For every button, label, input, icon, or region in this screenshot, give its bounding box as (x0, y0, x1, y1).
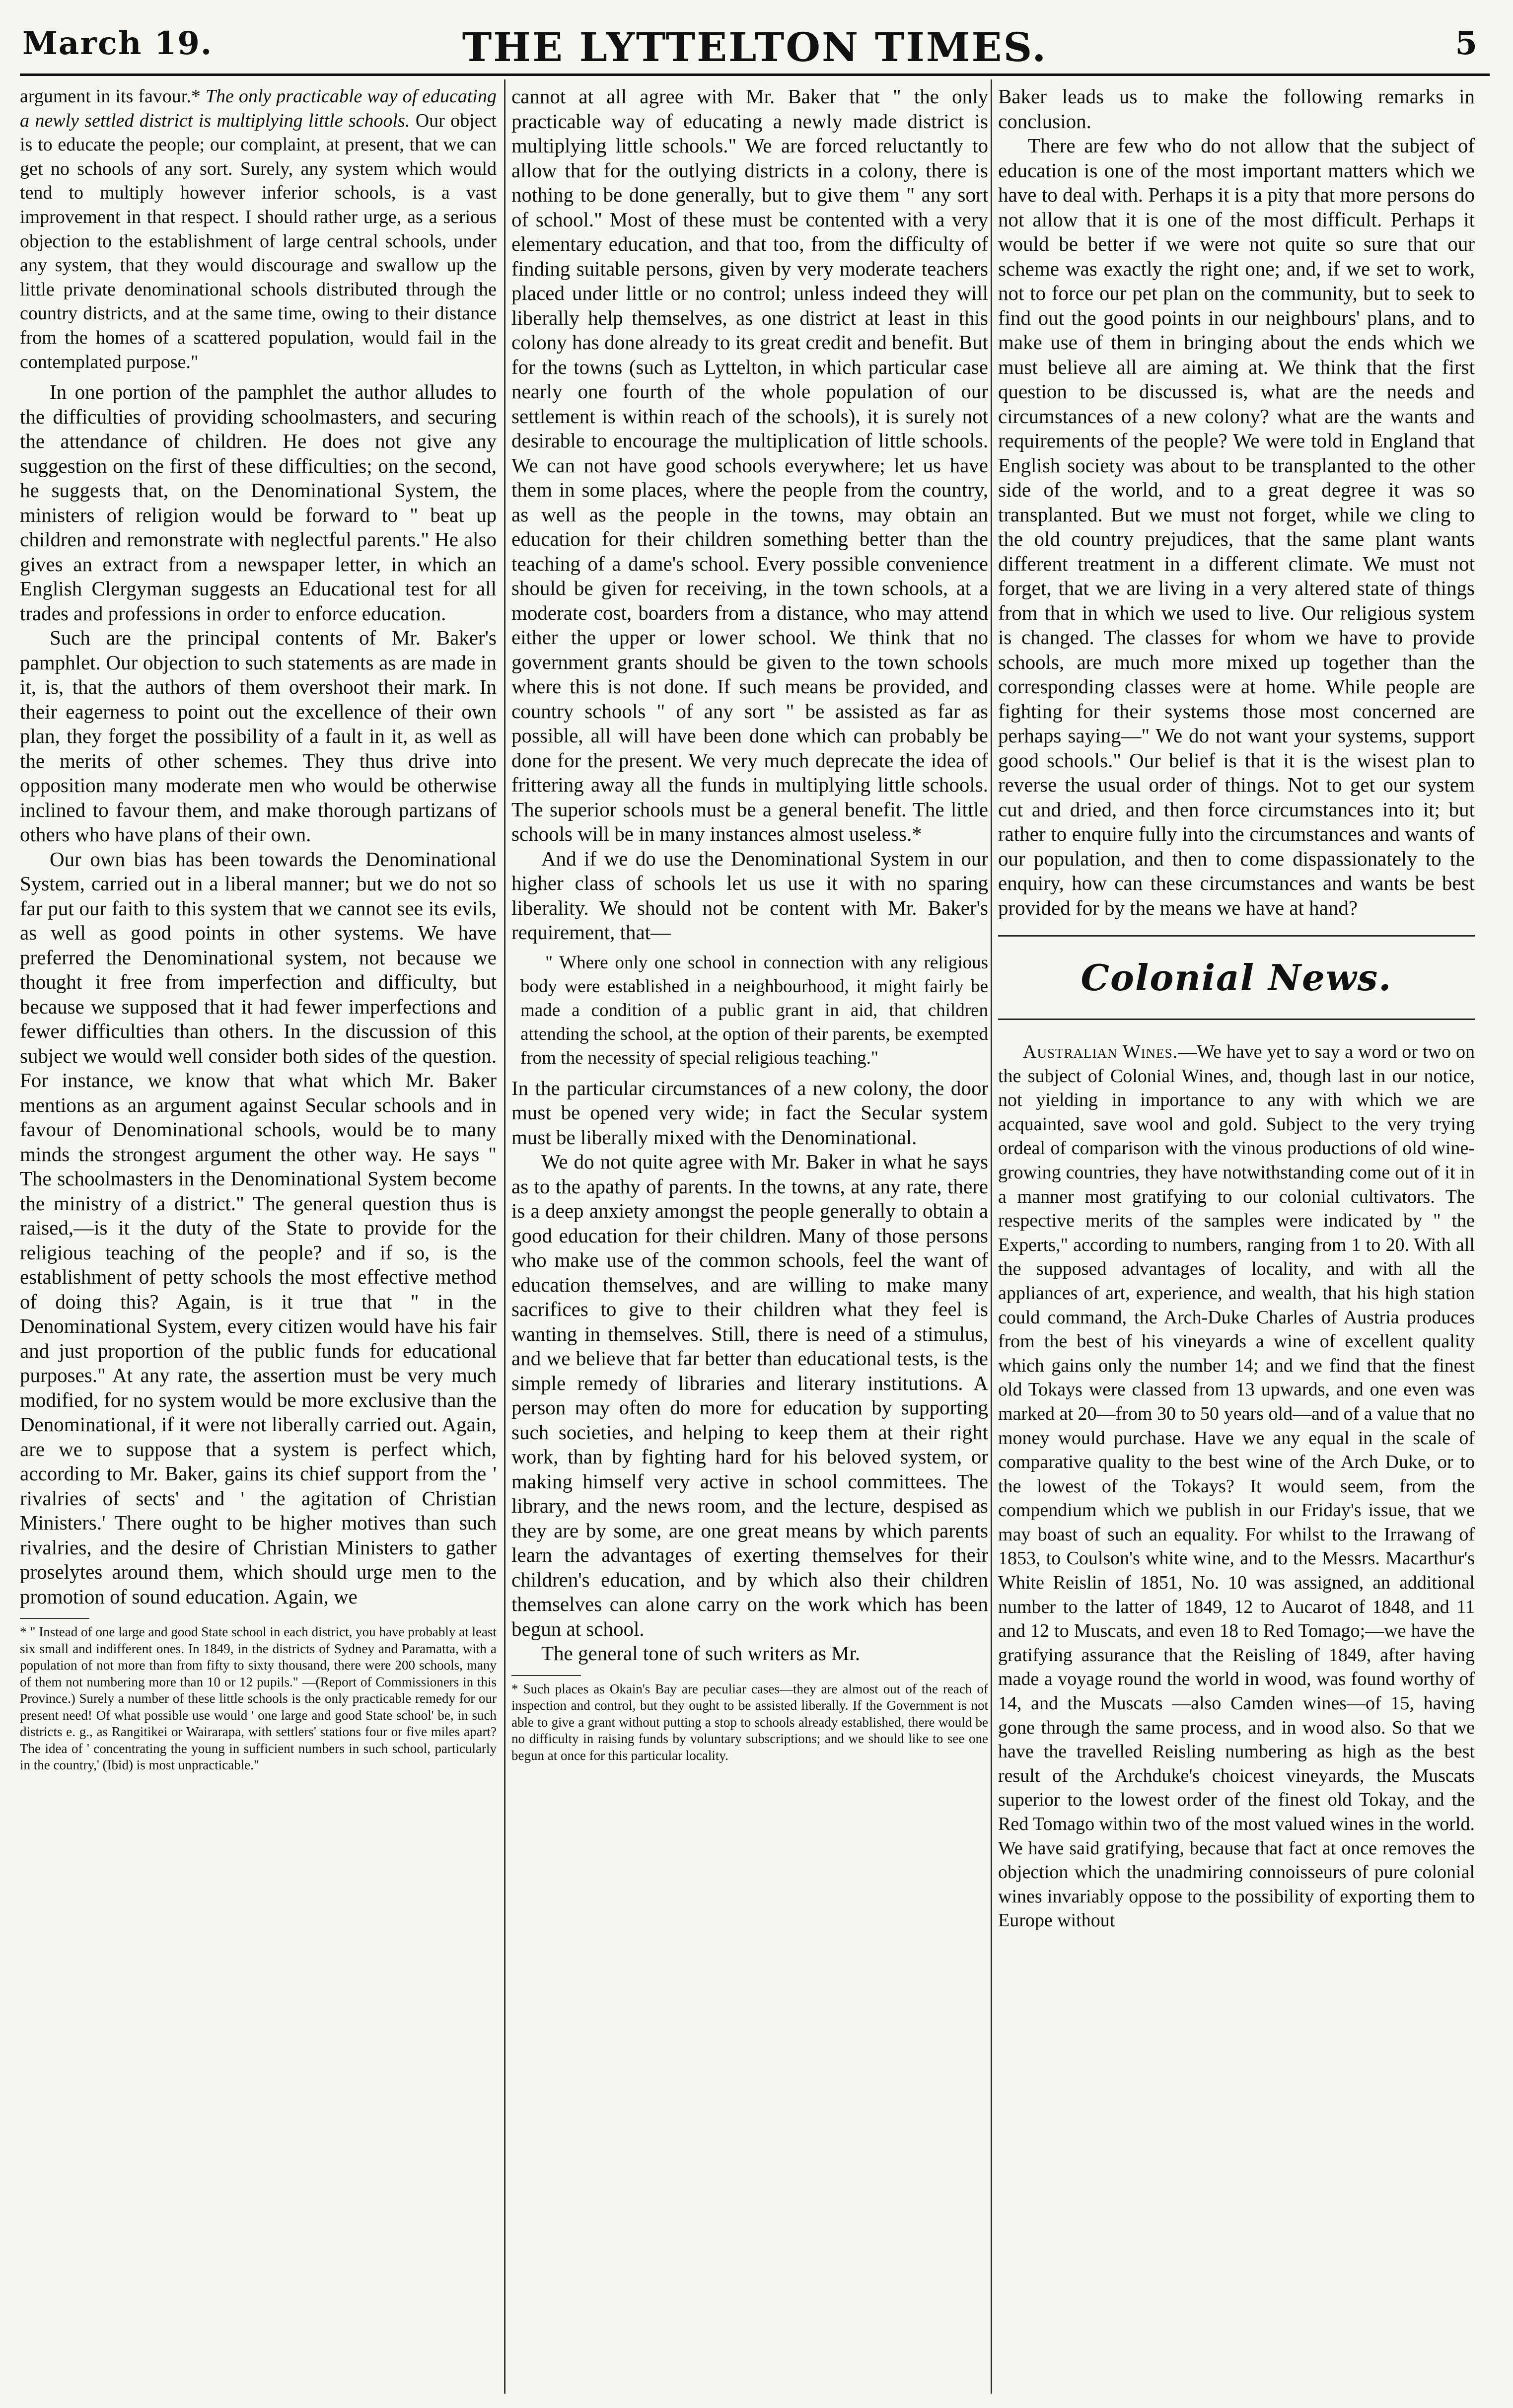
issue-date: March 19. (22, 25, 213, 62)
newspaper-title: THE LYTTELTON TIMES. (462, 24, 1048, 71)
news-item (998, 1040, 1475, 1933)
paragraph: We do not quite agree with Mr. Baker in what he says as to the apathy of parents. In the towns, at any rate, there is a deep anxiety amongst the people generally to obtain a good education for their children. Many of those persons who make use of the common schools, feel the want of education themselves, and are willing to make many sacrifices to give to their children what they feel is wanting in themselves. Still, there is need of a stimulus, and we believe that far better than educational tests, is the simple remedy of libraries and literary institutions. A person may often do more for education by supporting such societies, and helping to keep them at their right work, than by fighting hard for his beloved system, or making himself very active in school committees. The library, and the news room, and the lecture, despised as they are by some, are one great means by which parents learn the advantages of exerting themselves for their children's education, and by which also their children themselves can alone carry on the work which has been begun at school. (511, 1150, 988, 1640)
paragraph: In one portion of the pamphlet the author alludes to the difficulties of providing schoolmasters, and securing the attendance of children. He does not give any suggestion on the first of these difficulties; on the second, he suggests that, on the Denominational System, the ministers of religion would be forward to " beat up children and remonstrate with neglectful parents." He also gives an extract from a newspaper letter, in which an English Clergyman suggests an Educational test for all trades and professions in order to enforce education. (20, 380, 497, 625)
masthead (22, 20, 1487, 70)
footnote: * Such places as Okain's Bay are peculiar cases—they are almost out of the reach of inspection and control, but they ought to be assisted liberally. If the Government is not able to give a grant without putting a stop to schools already established, there would be no difficulty in raising funds by voluntary subscriptions; and we should like to see one begun at once for this particular locality. (511, 1681, 988, 1763)
paragraph: In the particular circumstances of a new colony, the door must be opened very wide; in fact the Secular system must be liberally mixed with the Denominational. (511, 1076, 988, 1149)
paragraph: There are few who do not allow that the subject of education is one of the most important matters which we have to deal with. Perhaps it is a pity that more persons do not allow that it is one of the most difficult. Perhaps it would be better if we were not quite so sure that our scheme was exactly the right one; and, if we set to work, not to force our pet plan on the community, but to seek to find out the good points in our neighbours' plans, and to make use of them in bringing about the ends which we must believe all are aiming at. We think that the first question to be discussed is, what are the needs and circumstances of a new colony? what are the wants and requirements of the people? We were told in England that English society was about to be transplanted to the other side of the world, and to a great degree it was so transplanted. But we must not forget, while we cling to the old country prejudices, that the same plant wants different treatment in a different climate. We must not forget, that we are living in a very altered state of things from that in which we used to live. Our religious system is changed. The classes for whom we have to provide schools, are much more mixed up together than the corresponding classes were at home. While people are fighting for their systems those most concerned are perhaps saying—" We do not want your systems, support good schools." Our belief is that it is the wisest plan to reverse the usual order of things. Not to get our system cut and dried, and then force circumstances into it; but rather to enquire fully into the circumstances and wants of our population, and then to come dispassionately to the enquiry, how can these circumstances and wants be best provided for by the means we have at hand? (998, 134, 1475, 919)
column-rule (991, 79, 992, 2394)
section-heading: Colonial News. (1081, 956, 1392, 999)
column-1 (20, 84, 497, 2389)
block-quote: " Where only one school in connection with any religious body were established in a neighbourhood, it might fairly be made a condition of a public grant in aid, that children attending the school, at the option of their parents, be exempted from the necessity of special religious teaching." (520, 952, 988, 1068)
page-number: 5 (1455, 25, 1477, 62)
italic-text: The only practicable way of educating a newly settled district is multiplying little schools. (20, 86, 497, 131)
paragraph: Such are the principal contents of Mr. Baker's pamphlet. Our objection to such statements as are made in it, is, that the authors of them overshoot their mark. In their eagerness to point out the excellence of their own plan, they forget the possibility of a fault in it, as well as the merits of other schemes. They thus drive into opposition many moderate men who would be otherwise inclined to favour them, and make thorough partizans of others who have plans of their own. (20, 626, 497, 846)
masthead-rule (20, 73, 1490, 76)
footnote-rule (511, 1675, 581, 1676)
paragraph: Our own bias has been towards the Denominational System, carried out in a liberal manner; but we do not so far put our faith to this system that we cannot see its evils, as well as good points in other systems. We have preferred the Denominational system, not because we thought it free from imperfection and difficulty, but because we supposed that it had fewer imperfections and fewer difficulties than others. In the discussion of this subject we would well consider both sides of the question. For instance, we know that what which Mr. Baker mentions as an argument against Secular schools and in favour of Denominational schools, would be to many minds the strongest argument the other way. He says " The schoolmasters in the Denominational System become the ministry of a district." The general question thus is raised,—is it the duty of the State to provide for the religious teaching of the people? and if so, is the establishment of petty schools the most effective method of doing this? Again, is it true that " in the Denominational System, every citizen would have his fair and just proportion of the public funds for educational purposes." At any rate, the assertion must be very much modified, for no system would be more exclusive than the Denominational, if it were not liberally carried out. Again, are we to suppose that a system is perfect which, according to Mr. Baker, gains its chief support from the ' rivalries of sects' and ' the agitation of Christian Ministers.' There ought to be higher motives than such rivalries, and the desire of Christian Ministers to gather proselytes around them, which should urge men to the promotion of sound education. Again, we (20, 847, 497, 1608)
paragraph: Baker leads us to make the following remarks in conclusion. (998, 85, 1475, 133)
footnote-rule (20, 1618, 89, 1619)
column-3 (998, 84, 1475, 2389)
paragraph: cannot at all agree with Mr. Baker that " the only practicable way of educating a newly made district is multiplying little schools." We are forced reluctantly to allow that for the outlying districts in a colony, there is nothing to be done generally, but to give them " any sort of school." Most of these must be contented with a very elementary education, and that too, from the difficulty of finding suitable persons, given by very moderate teachers placed under little or no control; unless indeed they will liberally help themselves, as one district at least in this colony has done already to its great credit and benefit. But for the towns (such as Lyttelton, in which particular case nearly one fourth of the whole population of our settlement is within reach of the schools), it is surely not desirable to encourage the multiplication of little schools. We can not have good schools everywhere; let us have them in some places, where the people from the country, as well as the people in the towns, may obtain an education for their children something better than the teaching of a dame's school. Every possible convenience should be given for receiving, in the town schools, at a moderate cost, boarders from a distance, who may attend either the upper or lower school. We think that no government grants should be given to the town schools where this is not done. If such means be provided, and country schools " of any sort " be assisted as far as possible, all will have been done which can probably be done for the present. We very much deprecate the idea of frittering away all the funds in multiplying little schools. The superior schools must be a general benefit. The little schools will be in many instances almost useless.* (511, 85, 988, 845)
footnote: * " Instead of one large and good State school in each district, you have probably at least six small and indifferent ones. In 1849, in the districts of Sydney and Paramatta, with a population of not more than from fifty to sixty thousand, there were 200 schools, many of them not numbering more than 10 or 12 pupils." —(Report of Commissioners in this Province.) Surely a number of these little schools is the only practicable remedy for our present need! Of what possible use would ' one large and good State school' be, in such districts e. g., as Rangitikei or Wairarapa, with settlers' stations four or five miles apart? The idea of ' concentrating the young in sufficient numbers in such school, particularly in the country,' (Ibid) is most unpracticable." (20, 1624, 497, 1773)
news-lead: Australian Wines. (1023, 1041, 1178, 1062)
news-body: —We have yet to say a word or two on the subject of Colonial Wines, and, though last in our notice, not yielding in importance to any with which we are acquainted, save wool and gold. Subject to the very trying ordeal of comparison with the vinous productions of old wine-growing countries, they have notwithstanding come out of it in a manner most gratifying to our colonial cultivators. The respective merits of the samples were indicated by " the Experts," according to numbers, ranging from 1 to 20. With all the supposed advantages of locality, and with all the appliances of art, experience, and wealth, that his high station could command, the Arch-Duke Charles of Austria produces from the best of his vineyards a wine of excellent quality which gains only the number 14; and we find that the finest old Tokays were classed from 13 upwards, and one even was marked at 20—from 30 to 50 years old—and of a value that no money would purchase. Have we any equal in the scale of comparative quality to the best wine of the Arch Duke, or to the lowest of the Tokays? It would seem, from the compendium which we publish in our Friday's issue, that we may boast of such an equality. For whilst to the Irrawang of 1853, to Coulson's white wine, and to the Messrs. Macarthur's White Reislin of 1851, No. 10 was assigned, an additional number to the latter of 1849, 12 to Aucarot of 1848, and 11 and 12 to Muscats, and even 18 to Red Tomago;—we have the gratifying assurance that the Reisling of 1849, after having made a voyage round the world in wood, was found worthy of 14, and the Muscats —also Camden wines—of 15, having gone through the same process, and in wood also. So that we have the travelled Reisling numbering as high as the best result of the Archduke's choicest vineyards, the Muscats superior to the lowest order of the finest old Tokay, and the Red Tomago within two of the most valued wines in the world. We have said gratifying, because that fact at once removes the objection which the unadmiring connoisseurs of pure colonial wines invariably oppose to the possibility of exporting them to Europe without (998, 1041, 1475, 1931)
text-run: argument in its favour.* (20, 86, 206, 107)
paragraph (20, 84, 497, 374)
column-2 (511, 84, 988, 2394)
text-run: Our object is to educate the people; our complaint, at present, that we can get no schools of any sort. Surely, any system which would tend to multiply however inferior schools, is a vast improvement in that respect. I should rather urge, as a serious objection to the establishment of large central schools, under any system, that they would discourage and swallow up the little private denominational schools distributed through the country districts, and at the same time, owing to their distance from the homes of a scattered population, would fail in the contemplated purpose." (20, 110, 497, 372)
section-rule (998, 935, 1475, 937)
paragraph: And if we do use the Denominational System in our higher class of schools let us use it with no sparing liberality. We should not be content with Mr. Baker's requirement, that— (511, 847, 988, 944)
paragraph: The general tone of such writers as Mr. (541, 1642, 861, 1665)
column-rule (504, 79, 505, 2394)
